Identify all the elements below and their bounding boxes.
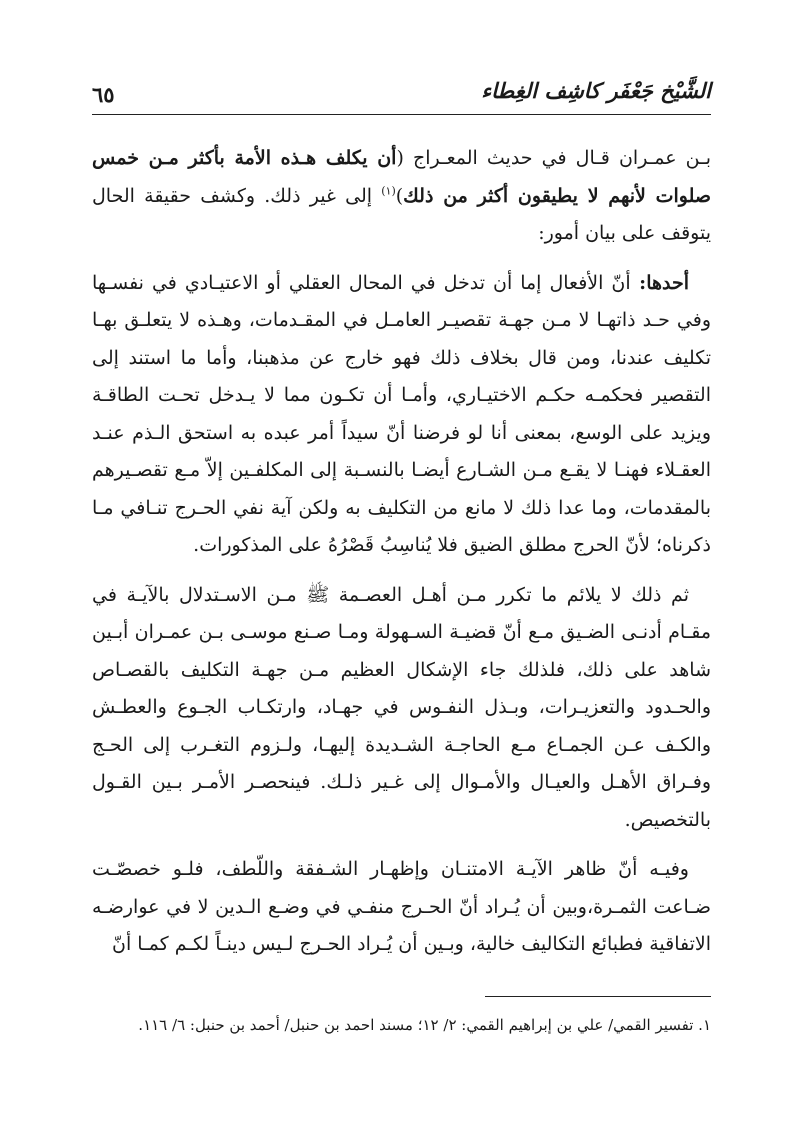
section-lead: أحدها: — [630, 271, 690, 294]
paragraph-1-text: بـن عمـران قـال في حديث المعـراج ( — [396, 147, 711, 169]
quoted-hadith: أن يكلف هـذه الأمة بأكثر مـن خمس صلوات لأنهم لا يطيقون أكثر من ذلك — [92, 147, 712, 207]
paragraph-2-text: أنّ الأفعال إما أن تدخل في المحال العقلي أو الاعتيـادي في نفسـها وفي حـد ذاتهـا لا مـن جهـة تقصيـر العامـل في المقـدمات، وهـذه لا يتعلـق بهـا تكليف عندنا، ومن قال بخلاف ذلك فهو خارج عن مذهبنا، وأما ما استند إلى التقصير فحكمـه حكـم الاختيـاري، وأمـا أن تكـون مما لا يـدخل تحـت الطاقـة ويزيد على الوسع، بمعنى أنا لو فرضنا أنّ سيداً أمر عبده به استحق الـذم عنـد العقـلاء فهنـا لا يقـع مـن الشـارع أيضـا بالنسـبة إلى المكلفـين إلاّ مـع تقصـيرهم بالمقدمات، وما عدا ذلك لا مانع من التكليف به ولكن آية نفي الحـرج تنـافي مـا ذكرناه؛ لأنّ الحرج مطلق الضيق فلا يُناسِبُ قَصْرُهُ على المذكورات. — [92, 271, 711, 556]
paragraph-1 — [92, 140, 711, 253]
page-header — [92, 78, 711, 115]
body-text — [92, 140, 711, 976]
paragraph-2 — [92, 265, 711, 565]
footnote: ١. تفسير القمي/ علي بن إبراهيم القمي: ٢/ ١٢؛ مسند احمد بن حنبل/ أحمد بن حنبل: ٦/ ١١٦. — [138, 1016, 711, 1034]
footnote-separator — [485, 996, 711, 997]
paragraph-3: ثم ذلك لا يلائم ما تكرر مـن أهـل العصـمة ﷺ مـن الاسـتدلال بالآيـة في مقـام أدنـى الضـيق مـع أنّ قضيـة السـهولة ومـا صـنع موسـى بـن عمـران أبـين شاهد على ذلك، فلذلك جاء الإشكال العظيم مـن جهـة التكليف بالقصـاص والحـدود والتعزيـرات، وبـذل النفـوس في جهـاد، وارتكـاب الجـوع والعطـش والكـف عـن الجمـاع مـع الحاجـة الشـديدة إليهـا، ولـزوم التغـرب إلى الحـج وفـراق الأهـل والعيـال والأمـوال إلى غـير ذلـك. فينحصـر الأمـر بـين القـول بالتخصيص. — [92, 583, 711, 831]
paren-close: ) — [395, 184, 404, 207]
paragraph-1-tail: إلى غير ذلك. وكشف حقيقة الحال يتوقف على بيان أمور: — [92, 184, 711, 244]
footnote-ref[interactable]: (١) — [381, 184, 396, 198]
page-number: ٦٥ — [92, 82, 115, 107]
running-head: الشَّيْخ جَعْفَر كاشِف الغِطاء — [481, 78, 711, 103]
paragraph-4: وفيـه أنّ ظاهر الآيـة الامتنـان وإظهـار الشـفقة واللّطف، فلـو خصصّـت ضـاعت الثمـرة،وبين أن يُـراد أنّ الحـرج منفـي في وضـع الـدين لا في عوارضـه الاتفاقية فطبائع التكاليف خالية، وبـين أن يُـراد الحـرج لـيس دينـاً لكـم كمـا أنّ — [92, 858, 711, 955]
